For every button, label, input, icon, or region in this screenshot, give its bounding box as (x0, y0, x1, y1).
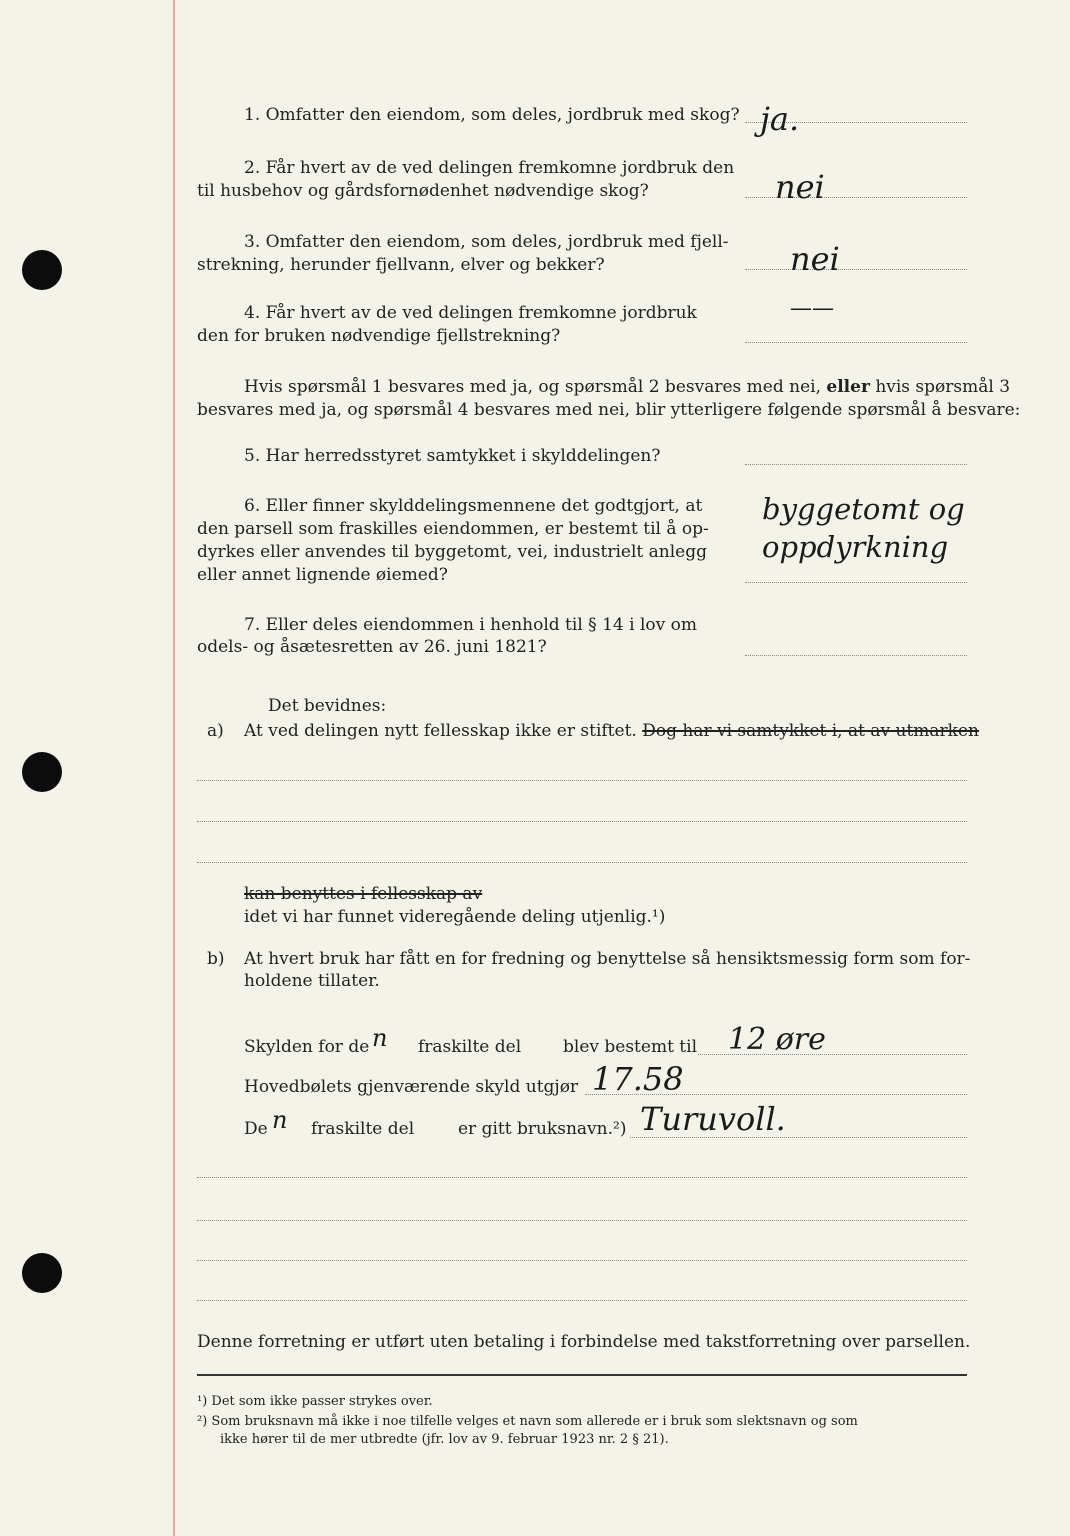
attest-b-line2: holdene tillater. (244, 971, 380, 991)
skyld-line3-a: De (244, 1119, 268, 1139)
attest-a-line: At ved delingen nytt fellesskap ikke er stiftet. Dog har vi samtykket i, at av utmarken (244, 721, 979, 741)
condition-line2: besvares med ja, og spørsmål 4 besvares med nei, blir ytterligere følgende spørsmål å besvare: (197, 400, 1021, 420)
answer-line-4 (745, 342, 967, 343)
question-1: 1. Omfatter den eiendom, som deles, jordbruk med skog? (244, 105, 740, 125)
margin-line (173, 0, 175, 1536)
question-6-line4: eller annet lignende øiemed? (197, 565, 448, 585)
answer-2-handwritten: nei (775, 168, 825, 206)
struck-text-2: kan benyttes i fellesskap av (244, 884, 483, 904)
skyld-line1-b: fraskilte del (418, 1037, 522, 1057)
skyld-line2: Hovedbølets gjenværende skyld utgjør (244, 1077, 579, 1097)
punch-hole-bottom (22, 1253, 62, 1293)
answer-6-handwritten-line1: byggetomt og (762, 492, 965, 526)
blank-line-b3 (197, 1260, 967, 1261)
question-6-line1: 6. Eller finner skylddelingsmennene det godtgjort, at (244, 496, 703, 516)
skyld-line1-hw-n: n (372, 1024, 388, 1052)
answer-line-5 (745, 464, 967, 465)
footnote-2-line1: ²) Som bruksnavn må ikke i noe tilfelle velges et navn som allerede er i bruk som slektsnavn og som (197, 1414, 858, 1429)
skyld-line1-a: Skylden for de (244, 1037, 370, 1057)
skyld-line3-c: er gitt bruksnavn.²) (458, 1119, 627, 1139)
answer-line-6 (745, 582, 967, 583)
question-2-line2: til husbehov og gårdsfornødenhet nødvendige skog? (197, 181, 649, 201)
question-3-line2: strekning, herunder fjellvann, elver og bekker? (197, 255, 605, 275)
closing-statement: Denne forretning er utført uten betaling i forbindelse med takstforretning over parsellen. (197, 1332, 971, 1352)
question-3-line1: 3. Omfatter den eiendom, som deles, jordbruk med fjell- (244, 232, 729, 252)
skyld-line3-hw-n: n (272, 1106, 288, 1134)
answer-1-handwritten: ja. (760, 100, 800, 138)
condition-line1: Hvis spørsmål 1 besvares med ja, og spørsmål 2 besvares med nei, eller hvis spørsmål 3 (244, 377, 1011, 397)
question-4-line2: den for bruken nødvendige fjellstrekning? (197, 326, 561, 346)
attest-a-continuation: idet vi har funnet videregående deling utjenlig.¹) (244, 907, 666, 927)
punch-hole-top (22, 250, 62, 290)
skyld-line1-answer: 12 øre (728, 1022, 826, 1057)
question-7-line2: odels- og åsætesretten av 26. juni 1821? (197, 637, 547, 657)
blank-line-a1 (197, 780, 967, 781)
attest-b-line1: At hvert bruk har fått en for fredning og benyttelse så hensiktsmessig form som for- (244, 949, 971, 969)
skyld-line3-b: fraskilte del (311, 1119, 415, 1139)
struck-text-1: Dog har vi samtykket i, at av utmarken (642, 721, 979, 741)
question-6-line2: den parsell som fraskilles eiendommen, er bestemt til å op- (197, 519, 709, 539)
answer-6-handwritten-line2: oppdyrkning (762, 530, 949, 564)
blank-line-a3 (197, 862, 967, 863)
footnote-1: ¹) Det som ikke passer strykes over. (197, 1394, 433, 1409)
punch-hole-middle (22, 752, 62, 792)
question-6-line3: dyrkes eller anvendes til byggetomt, vei, industrielt anlegg (197, 542, 707, 562)
footnote-divider (197, 1374, 967, 1376)
attest-b-label: b) (207, 949, 225, 969)
answer-4-handwritten: —— (790, 296, 834, 321)
blank-line-a2 (197, 821, 967, 822)
question-5: 5. Har herredsstyret samtykket i skylddelingen? (244, 446, 661, 466)
question-2-line1: 2. Får hvert av de ved delingen fremkomne jordbruk den (244, 158, 735, 178)
attest-heading: Det bevidnes: (268, 696, 387, 716)
question-4-line1: 4. Får hvert av de ved delingen fremkomne jordbruk (244, 303, 697, 323)
answer-line-3 (745, 269, 967, 270)
answer-3-handwritten: nei (790, 240, 840, 278)
question-7-line1: 7. Eller deles eiendommen i henhold til § 14 i lov om (244, 615, 697, 635)
blank-line-b1 (197, 1177, 967, 1178)
blank-line-b4 (197, 1300, 967, 1301)
blank-line-b2 (197, 1220, 967, 1221)
footnote-2-line2: ikke hører til de mer utbredte (jfr. lov av 9. februar 1923 nr. 2 § 21). (220, 1432, 669, 1447)
skyld-line1-c: blev bestemt til (563, 1037, 698, 1057)
skyld-line3-answer: Turuvoll. (640, 1100, 786, 1138)
attest-a-label: a) (207, 721, 224, 741)
answer-line-7 (745, 655, 967, 656)
skyld-line2-answer: 17.58 (592, 1060, 684, 1098)
